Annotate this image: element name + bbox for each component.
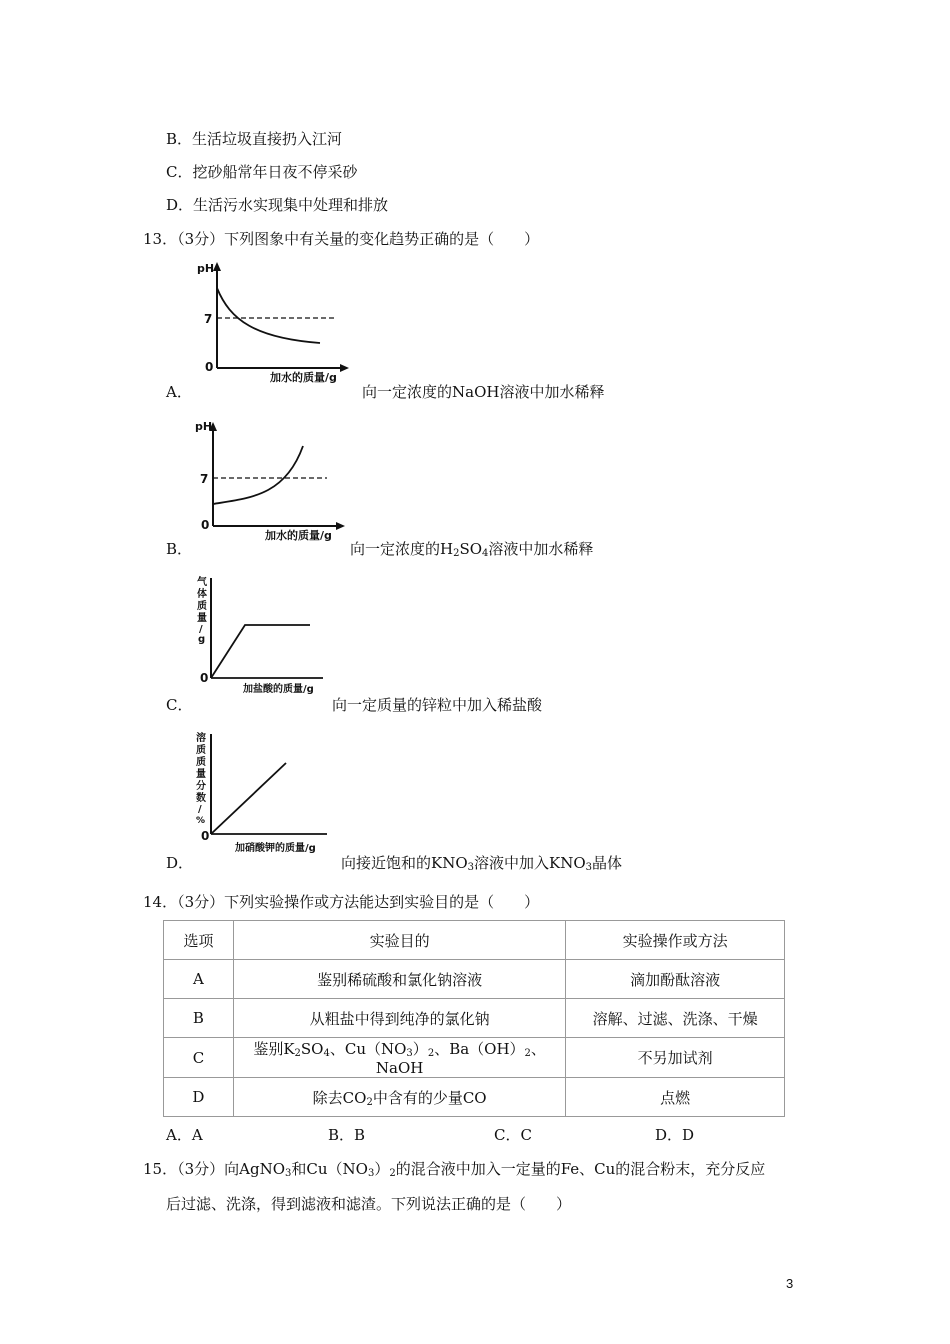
q13-option-b-desc: 向一定浓度的$H_2SO_4$溶液中加水稀释 <box>350 540 594 559</box>
q13-option-a-desc: 向一定浓度的NaOH溶液中加水稀释 <box>362 383 605 401</box>
table-header-cell: 选项 <box>164 921 234 960</box>
graph-b-ylabel: pH <box>195 420 213 433</box>
graph-c-ylabel-5: / <box>199 624 203 635</box>
graph-d-ylabel-4: 量 <box>196 769 206 780</box>
graph-d-ylabel-6: 数 <box>196 793 206 804</box>
graph-d-ylabel-1: 溶 <box>196 733 206 744</box>
q14-table <box>163 920 785 1117</box>
q13-option-b-letter: B． <box>166 540 193 558</box>
graph-b <box>195 416 360 541</box>
q14-answer-a: A．A <box>166 1126 203 1144</box>
q13-option-a-letter: A． <box>166 383 192 401</box>
table-cell-option: B <box>164 999 234 1038</box>
graph-c-ylabel-2: 体 <box>197 589 207 600</box>
table-header-cell: 实验目的 <box>233 921 565 960</box>
graph-b-xlabel: 加水的质量/g <box>265 529 332 542</box>
table-cell-goal: 从粗盐中得到纯净的氯化钠 <box>233 999 565 1038</box>
graph-c <box>193 572 343 697</box>
q13-option-c-letter: C． <box>166 696 193 714</box>
table-cell-method: 溶解、过滤、洗涤、干燥 <box>566 999 785 1038</box>
q14-answer-b: B．B <box>328 1126 366 1144</box>
page-number: 3 <box>786 1276 794 1291</box>
graph-c-ylabel-4: 量 <box>197 613 207 624</box>
option-b-text: B．生活垃圾直接扔入江河 <box>166 130 343 148</box>
table-cell-method: 滴加酚酞溶液 <box>566 960 785 999</box>
graph-d-ylabel-2: 质 <box>196 745 206 756</box>
graph-c-ylabel-1: 气 <box>197 577 207 588</box>
graph-c-origin: 0 <box>200 671 209 685</box>
graph-a <box>195 258 360 383</box>
table-cell-goal: 鉴别稀硫酸和氯化钠溶液 <box>233 960 565 999</box>
graph-d-ylabel-7: / <box>198 804 202 815</box>
table-cell-goal: 鉴别$K_2SO_4$、$Cu(NO_3)_2$、$Ba(OH)_2$、NaOH <box>233 1038 565 1078</box>
table-cell-method: 不另加试剂 <box>566 1038 785 1078</box>
q13-option-d-letter: D． <box>166 854 194 872</box>
graph-c-xlabel: 加盐酸的质量/g <box>243 684 314 695</box>
graph-c-ylabel-3: 质 <box>197 601 207 612</box>
table-cell-method: 点燃 <box>566 1078 785 1117</box>
graph-d-xlabel: 加硝酸钾的质量/g <box>235 843 316 854</box>
question-13-stem: 13．（3分）下列图象中有关量的变化趋势正确的是（ ） <box>143 230 540 248</box>
table-header-cell: 实验操作或方法 <box>566 921 785 960</box>
graph-b-origin: 0 <box>201 518 210 532</box>
graph-d-ylabel-5: 分 <box>196 781 206 792</box>
graph-a-xlabel: 加水的质量/g <box>270 371 337 384</box>
table-row <box>164 960 785 999</box>
graph-d <box>193 730 343 855</box>
option-c-text: C．挖砂船常年日夜不停采砂 <box>166 163 358 181</box>
table-row <box>164 1038 785 1078</box>
q13-option-c-desc: 向一定质量的锌粒中加入稀盐酸 <box>332 696 543 714</box>
graph-d-origin: 0 <box>201 829 210 843</box>
table-cell-option: C <box>164 1038 234 1078</box>
question-15-line-2: 后过滤、洗涤，得到滤液和滤渣。下列说法正确的是（ ） <box>166 1195 572 1213</box>
option-d-text: D．生活污水实现集中处理和排放 <box>166 196 389 214</box>
graph-b-tick-7: 7 <box>200 472 209 486</box>
graph-d-ylabel-3: 质 <box>196 757 206 768</box>
question-15-line-1: 15．（3分）向AgNO$_3$和$Cu(NO_3)_2$的混合液中加入一定量的Fe、Cu的混合粉末，充分反应 <box>143 1160 766 1179</box>
table-cell-option: D <box>164 1078 234 1117</box>
table-header-row <box>164 921 785 960</box>
q13-option-d-desc: 向接近饱和的$KNO_3$溶液中加入$KNO_3$晶体 <box>341 854 623 873</box>
q14-answer-c: C．C <box>494 1126 532 1144</box>
q14-answer-d: D．D <box>655 1126 695 1144</box>
question-14-stem: 14．（3分）下列实验操作或方法能达到实验目的是（ ） <box>143 893 540 911</box>
table-row <box>164 1078 785 1117</box>
graph-d-ylabel-8: % <box>196 816 206 826</box>
table-cell-option: A <box>164 960 234 999</box>
graph-c-ylabel-6: g <box>198 634 206 645</box>
graph-a-ylabel: pH <box>197 262 215 275</box>
graph-a-origin: 0 <box>205 360 214 374</box>
table-row <box>164 999 785 1038</box>
graph-a-tick-7: 7 <box>204 312 213 326</box>
table-cell-goal: 除去$CO_2$中含有的少量CO <box>233 1078 565 1117</box>
